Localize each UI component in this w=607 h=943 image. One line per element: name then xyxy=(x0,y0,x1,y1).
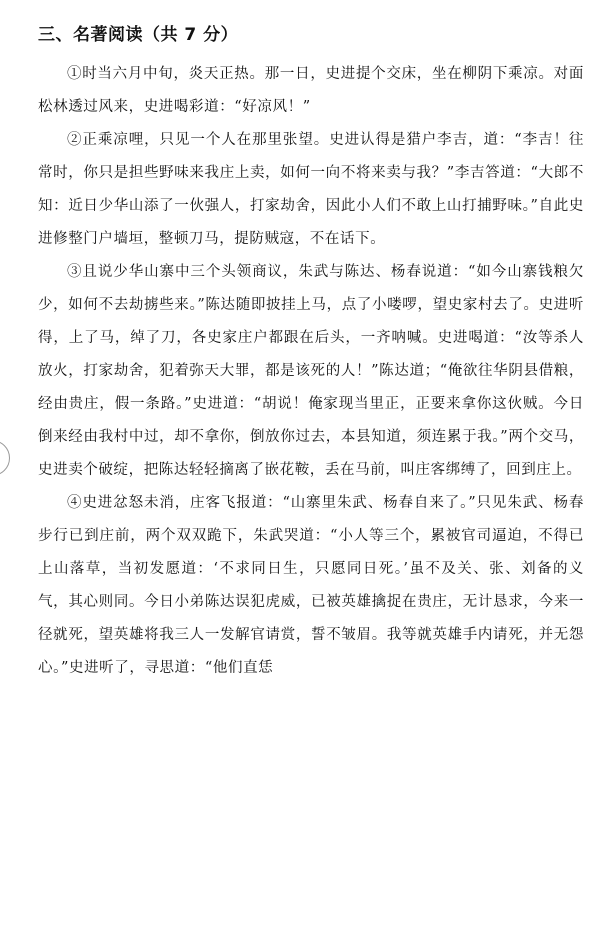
paragraph-4: ④史进忿怒未消，庄客飞报道：“山寨里朱武、杨春自来了。”只见朱武、杨春步行已到庄前，两个双双跪下，朱武哭道：“小人等三个，累被官司逼迫，不得已上山落草，当初发愿道：‘不求同日生，只愿同日死。’虽不及关、张、刘备的义气，其心则同。今日小弟陈达误犯虎威，已被英雄擒捉在贵庄，无计恳求，今来一径就死，望英雄将我三人一发解官请赏，誓不皱眉。我等就英雄手内请死，并无怨心。”史进听了，寻思道：“他们直恁 xyxy=(38,495,584,676)
document-page xyxy=(38,22,584,685)
binding-hole-mark xyxy=(0,440,10,476)
section-title: 三、名著阅读（共 7 分） xyxy=(38,25,239,45)
paragraph-1: ①时当六月中旬，炎天正热。那一日，史进提个交床，坐在柳阴下乘凉。对面松林透过风来，史进喝彩道：“好凉风！” xyxy=(38,66,584,115)
paragraph-2: ②正乘凉哩，只见一个人在那里张望。史进认得是猎户李吉，道：“李吉！往常时，你只是担些野味来我庄上卖，如何一向不将来卖与我？”李吉答道：“大郎不知：近日少华山添了一伙强人，打家劫舍，因此小人们不敢上山打捕野味。”自此史进修整门户墙垣，整顿刀马，提防贼寇，不在话下。 xyxy=(38,132,584,247)
paragraph-3: ③且说少华山寨中三个头领商议，朱武与陈达、杨春说道：“如今山寨钱粮欠少，如何不去劫掳些来。”陈达随即披挂上马，点了小喽啰，望史家村去了。史进听得，上了马，绰了刀，各史家庄户都跟在后头，一齐呐喊。史进喝道：“汝等杀人放火，打家劫舍，犯着弥天大罪，都是该死的人！”陈达道；“俺欲往华阴县借粮，经由贵庄，假一条路。”史进道：“胡说！俺家现当里正，正要来拿你这伙贼。今日倒来经由我村中过，却不拿你，倒放你过去，本县知道，须连累于我。”两个交马，史进卖个破绽，把陈达轻轻摘离了嵌花鞍，丢在马前，叫庄客绑缚了，回到庄上。 xyxy=(38,264,584,478)
